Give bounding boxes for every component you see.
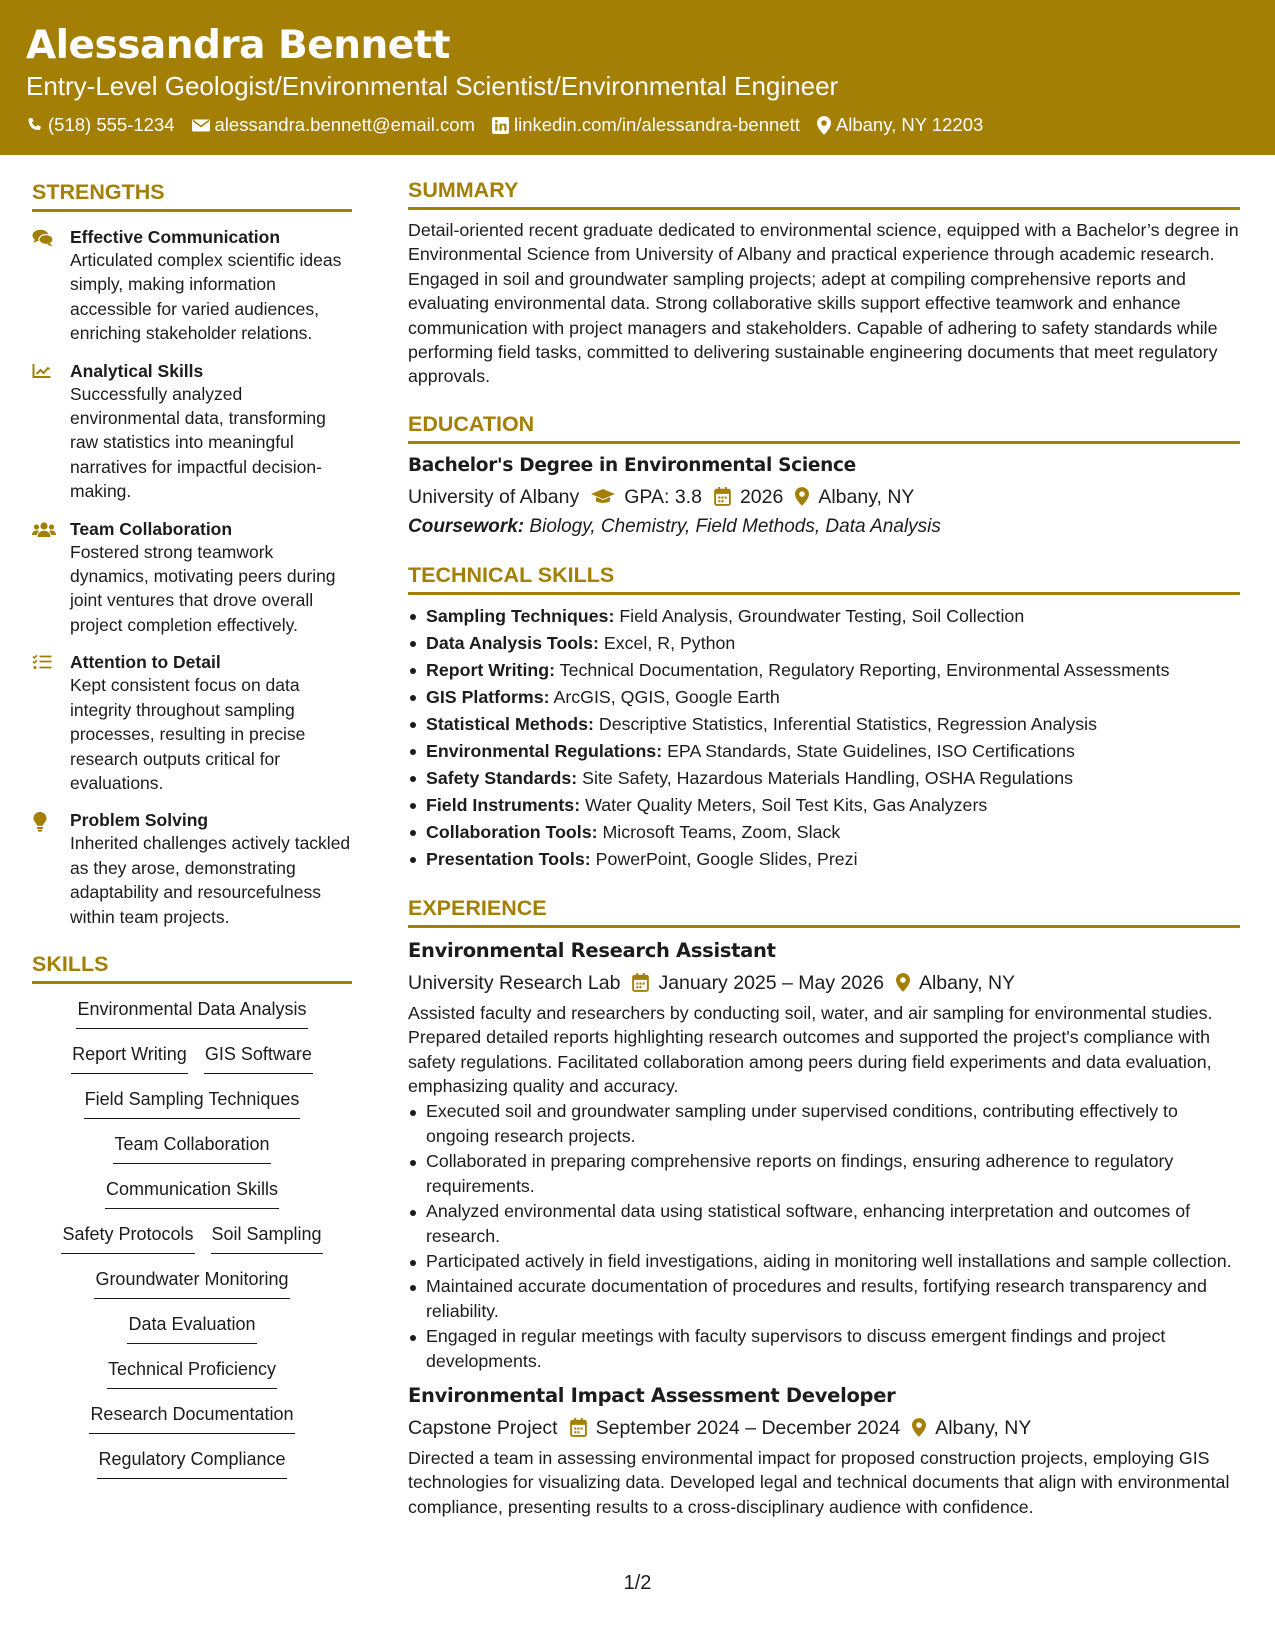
skill-row [105,1131,278,1176]
list-item: Presentation Tools: PowerPoint, Google Slides, Prezi [408,846,1240,873]
skill-row [63,1041,321,1086]
skill-row [89,1446,294,1491]
candidate-name: Alessandra Bennett [26,23,450,68]
contact-phone[interactable] [26,114,175,136]
skill-tag: Team Collaboration [113,1131,270,1164]
skill-tag: Environmental Data Analysis [76,996,307,1029]
contact-location [817,114,983,136]
skill-tag: Technical Proficiency [107,1356,277,1389]
phone-text: (518) 555-1234 [48,114,175,135]
chart-line-icon [32,363,52,379]
technical-skills-heading: TECHNICAL SKILLS [408,540,1240,595]
list-item: Analyzed environmental data using statistical software, enhancing interpretation and outcomes of research. [408,1199,1240,1248]
strength-text: Fostered strong teamwork dynamics, motivating peers during joint ventures that drove overall project completion effectively. [70,541,336,635]
page-number: 1/2 [623,1572,652,1594]
skill-row [99,1356,285,1401]
comments-icon [32,229,54,247]
list-item: Executed soil and groundwater sampling under supervised conditions, contributing effectively to ongoing research projects. [408,1099,1240,1148]
candidate-title: Entry-Level Geologist/Environmental Scientist/Environmental Engineer [26,71,839,101]
skill-tag: Communication Skills [105,1176,279,1209]
list-item: Statistical Methods: Descriptive Statistics, Inferential Statistics, Regression Analysis [408,711,1240,738]
education-heading: EDUCATION [408,389,1240,444]
technical-skills-list [408,603,1240,873]
contact-linkedin[interactable] [492,114,800,136]
list-item: Engaged in regular meetings with faculty supervisors to discuss emergent findings and project developments. [408,1324,1240,1373]
list-item: Participated actively in field investigations, aiding in monitoring well installations and sample collection. [408,1249,1240,1273]
job-bullets [408,1099,1240,1372]
list-item: Maintained accurate documentation of procedures and results, fortifying research transparency and reliability. [408,1274,1240,1323]
list-item: Environmental Regulations: EPA Standards, State Guidelines, ISO Certifications [408,738,1240,765]
skill-tag: Soil Sampling [211,1221,323,1254]
coursework-label: Coursework: [408,515,525,537]
summary-heading: SUMMARY [408,155,1240,210]
job-dates: September 2024 – December 2024 [595,1416,901,1439]
strength-item [32,651,352,795]
skill-row [68,996,315,1041]
skill-tag: Data Evaluation [127,1311,256,1344]
summary-text: Detail-oriented recent graduate dedicated to environmental science, equipped with a Bachelor’s degree in Environmental Science from University of Albany and practical experience through academic research. Engaged in soil and groundwater sampling projects; adept at compiling comprehensive reports and evaluating environmental data. Strong collaborative skills support effective teamwork and enhance communication with project managers and stakeholders. Capable of adhering to safety standards while performing field tasks, committed to delivering sustainable engineering documents that meet regulatory approvals. [408,220,1239,387]
list-item: Report Writing: Technical Documentation, Regulatory Reporting, Environmental Assessments [408,657,1240,684]
school-name: University of Albany [408,485,580,508]
job-org: University Research Lab [408,971,621,994]
map-marker-icon [795,487,809,506]
checklist-icon [32,654,52,670]
skill-tag: Report Writing [71,1041,188,1074]
strength-text: Kept consistent focus on data integrity throughout sampling processes, resulting in precise research outputs critical for evaluations. [70,675,306,793]
list-item: Collaboration Tools: Microsoft Teams, Zoom, Slack [408,819,1240,846]
map-marker-icon [817,116,831,135]
job-description: Directed a team in assessing environmental impact for proposed construction projects, employing GIS technologies for visualizing data. Developed legal and technical documents that align with environmental compliance, presenting results to a cross-disciplinary audience with confidence. [408,1447,1230,1517]
location-text: Albany, NY 12203 [835,114,984,135]
strength-title: Analytical Skills [70,360,204,381]
list-item: Collaborated in preparing comprehensive reports on findings, ensuring adherence to regulatory requirements. [408,1149,1240,1198]
envelope-icon [192,118,210,133]
job-location: Albany, NY [935,1416,1032,1439]
job-meta [408,1414,1240,1442]
strength-title: Problem Solving [70,810,209,831]
strength-title: Effective Communication [70,227,281,247]
left-column [32,155,352,1491]
calendar-icon [714,487,731,506]
experience-heading: EXPERIENCE [408,873,1240,928]
strength-item [32,518,352,638]
skill-tag: Safety Protocols [61,1221,194,1254]
lightbulb-icon [32,812,48,832]
skills-list [32,996,352,1491]
calendar-icon [632,973,649,992]
phone-icon [26,117,43,134]
job-entry [408,938,1240,1373]
strengths-heading: STRENGTHS [32,155,352,212]
job-meta [408,969,1240,997]
degree-title: Bachelor's Degree in Environmental Science [408,454,856,476]
calendar-icon [570,1418,587,1437]
skill-row [97,1176,287,1221]
skill-tag: Research Documentation [89,1401,294,1434]
linkedin-icon [492,117,509,134]
contact-email[interactable] [192,114,475,136]
education-meta [408,483,1240,511]
graduation-year: 2026 [739,485,784,508]
coursework-list: Biology, Chemistry, Field Methods, Data Analysis [524,515,941,537]
skill-tag: GIS Software [204,1041,313,1074]
strength-item [32,809,352,929]
list-item: Safety Standards: Site Safety, Hazardous Materials Handling, OSHA Regulations [408,765,1240,792]
resume-header [0,0,1275,155]
strength-item [32,360,352,504]
graduation-cap-icon [591,488,615,505]
skill-row [53,1221,330,1266]
strength-text: Successfully analyzed environmental data, transforming raw statistics into meaningful narratives for impactful decision-making. [70,383,326,502]
contact-info [26,114,1249,136]
skill-tag: Groundwater Monitoring [94,1266,289,1299]
linkedin-text: linkedin.com/in/alessandra-bennett [513,114,800,135]
map-marker-icon [912,1418,926,1437]
strength-item [32,226,352,346]
email-text: alessandra.bennett@email.com [214,114,475,135]
strength-text: Articulated complex scientific ideas simply, making information accessible for varied audiences, enriching stakeholder relations. [70,250,342,344]
job-org: Capstone Project [408,1416,558,1439]
map-marker-icon [896,973,910,992]
job-entry [408,1383,1240,1519]
skill-tag: Regulatory Compliance [97,1446,286,1479]
list-item: Field Instruments: Water Quality Meters, Soil Test Kits, Gas Analyzers [408,792,1240,819]
education-location: Albany, NY [818,485,915,508]
job-location: Albany, NY [918,971,1016,994]
skill-row [76,1086,309,1131]
list-item: GIS Platforms: ArcGIS, QGIS, Google Earth [408,684,1240,711]
job-description: Assisted faculty and researchers by conducting soil, water, and air sampling for environmental studies. Prepared detailed reports highlighting research outcomes and supported the project's compliance with safety regulations. Facilitated collaboration among peers during field experiments and data evaluation, emphasizing quality and accuracy. [408,1002,1213,1097]
skill-tag: Field Sampling Techniques [84,1086,301,1119]
skill-row [86,1266,297,1311]
strength-title: Attention to Detail [70,652,221,673]
gpa-text: GPA: 3.8 [624,485,702,508]
skill-row [119,1311,264,1356]
job-title: Environmental Impact Assessment Developer [408,1383,896,1407]
skills-heading: SKILLS [32,929,352,984]
list-item: Sampling Techniques: Field Analysis, Groundwater Testing, Soil Collection [408,603,1240,630]
coursework [408,514,1240,540]
strength-text: Inherited challenges actively tackled as they arose, demonstrating adaptability and resourcefulness within team projects. [70,833,351,927]
job-title: Environmental Research Assistant [408,938,776,962]
right-column [408,155,1240,1519]
skill-row [81,1401,302,1446]
users-icon [32,521,56,538]
job-dates: January 2025 – May 2026 [658,971,884,994]
strength-title: Team Collaboration [70,518,233,539]
list-item: Data Analysis Tools: Excel, R, Python [408,630,1240,657]
